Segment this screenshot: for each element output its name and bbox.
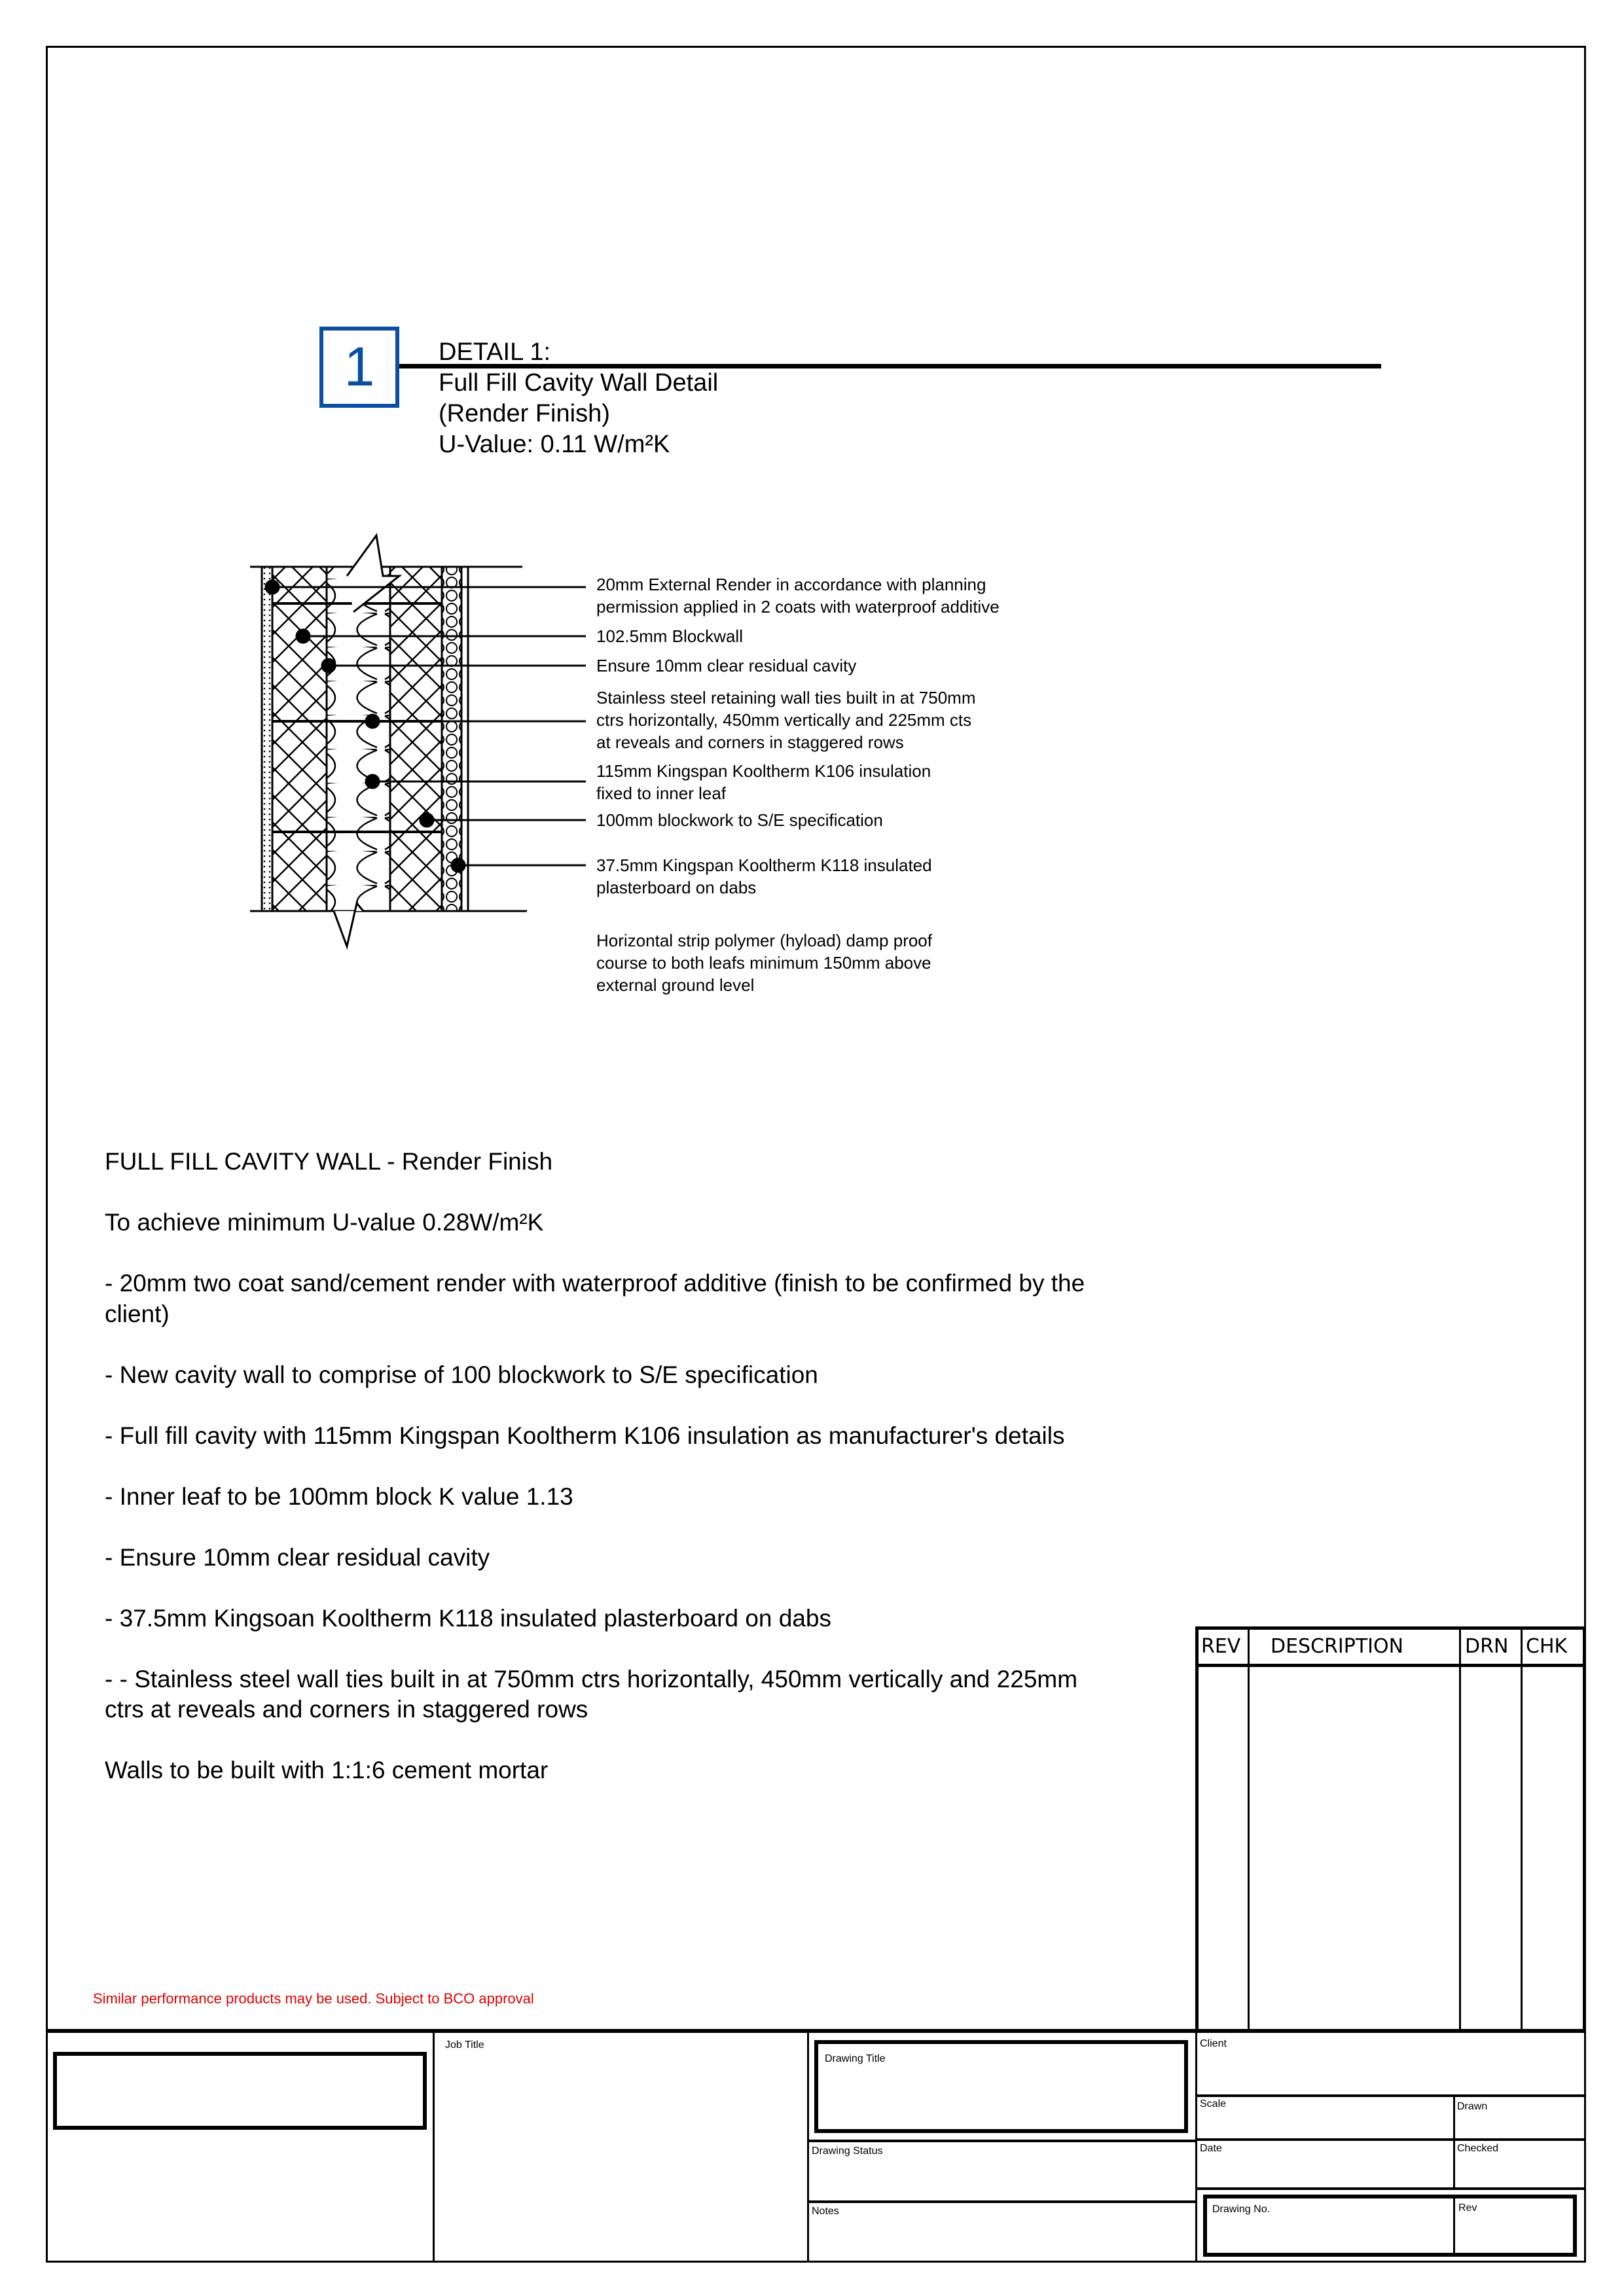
col-rev: REV	[1201, 1635, 1241, 1658]
divider	[433, 2033, 435, 2263]
notes-heading: FULL FILL CAVITY WALL - Render Finish	[105, 1148, 553, 1175]
divider	[1195, 2138, 1586, 2141]
client-label: Client	[1200, 2038, 1227, 2049]
annotation-blockwall: 102.5mm Blockwall	[596, 626, 743, 646]
divider	[1195, 2094, 1586, 2097]
detail-title: Full Fill Cavity Wall Detail	[439, 369, 719, 397]
note-item: - Inner leaf to be 100mm block K value 1.13	[105, 1482, 573, 1510]
divider	[1453, 2198, 1455, 2253]
divider	[807, 2200, 1195, 2203]
annotation-dpc: Horizontal strip polymer (hyload) damp proof course to both leafs minimum 150mm above external ground level	[596, 931, 932, 995]
divider	[1453, 2094, 1455, 2187]
date-label: Date	[1200, 2143, 1222, 2154]
divider	[1248, 1630, 1250, 2029]
revision-table	[1195, 1626, 1586, 2029]
detail-label: DETAIL 1:	[439, 338, 551, 366]
divider	[1195, 2033, 1197, 2263]
note-item: Walls to be built with 1:1:6 cement mortar	[105, 1757, 549, 1784]
checked-label: Checked	[1457, 2143, 1499, 2154]
note-item: To achieve minimum U-value 0.28W/m²K	[105, 1209, 544, 1236]
divider	[1459, 1630, 1461, 2029]
col-drn: DRN	[1465, 1635, 1509, 1658]
notes-label: Notes	[812, 2206, 839, 2217]
note-item: - New cavity wall to comprise of 100 blockwork to S/E specification	[105, 1361, 818, 1388]
detail-u-value: U-Value: 0.11 W/m²K	[439, 431, 670, 458]
note-item: - Ensure 10mm clear residual cavity	[105, 1543, 490, 1571]
note-item: - Full fill cavity with 115mm Kingspan Kooltherm K106 insulation as manufacturer's details	[105, 1422, 1065, 1449]
title-block	[46, 2029, 1586, 2263]
note-item: - - Stainless steel wall ties built in at 750mm ctrs horizontally, 450mm vertically and 225mm ctrs at reveals and corners in staggered rows	[105, 1665, 1078, 1723]
divider	[1521, 1630, 1523, 2029]
note-item: - 20mm two coat sand/cement render with waterproof additive (finish to be confirmed by the client)	[105, 1270, 1085, 1327]
drawing-title-label: Drawing Title	[825, 2053, 886, 2064]
specification-notes	[105, 1147, 1085, 1816]
scale-label: Scale	[1200, 2098, 1227, 2109]
divider	[1195, 2187, 1586, 2190]
drawing-number-box	[1203, 2195, 1577, 2257]
drawing-title-box	[814, 2040, 1188, 2133]
divider	[807, 2033, 809, 2263]
detail-number-badge: 1	[319, 327, 399, 408]
note-item: - 37.5mm Kingsoan Kooltherm K118 insulated plasterboard on dabs	[105, 1604, 831, 1632]
annotation-cavity: Ensure 10mm clear residual cavity	[596, 656, 857, 675]
cavity-insulation	[327, 567, 390, 911]
rev-label: Rev	[1458, 2202, 1477, 2214]
annotation-wall-ties: Stainless steel retaining wall ties built in at 750mm ctrs horizontally, 450mm vertically and 225mm cts at reveals and corners in staggered rows	[596, 688, 976, 752]
disclaimer-text: Similar performance products may be used. Subject to BCO approval	[93, 1990, 534, 2007]
drawing-no-label: Drawing No.	[1212, 2204, 1271, 2215]
inner-blockwork	[390, 567, 442, 911]
detail-subtitle: (Render Finish)	[439, 400, 610, 427]
annotation-inner-blockwork: 100mm blockwork to S/E specification	[596, 810, 883, 830]
divider	[807, 2140, 1195, 2142]
render-layer	[262, 567, 272, 911]
col-description: DESCRIPTION	[1271, 1635, 1404, 1658]
wall-section-drawing	[0, 0, 1624, 982]
annotation-k106: 115mm Kingspan Kooltherm K106 insulation fixed to inner leaf	[596, 761, 931, 803]
annotation-render: 20mm External Render in accordance with planning permission applied in 2 coats with waterproof additive	[596, 575, 1000, 617]
annotation-k118: 37.5mm Kingspan Kooltherm K118 insulated plasterboard on dabs	[596, 855, 932, 897]
revision-table-header	[1199, 1630, 1583, 1667]
job-title-label: Job Title	[445, 2039, 484, 2051]
logo-box	[53, 2052, 427, 2130]
drawn-label: Drawn	[1457, 2101, 1488, 2112]
drawing-status-label: Drawing Status	[812, 2145, 883, 2157]
outer-blockwork	[272, 567, 327, 911]
col-chk: CHK	[1526, 1635, 1568, 1658]
